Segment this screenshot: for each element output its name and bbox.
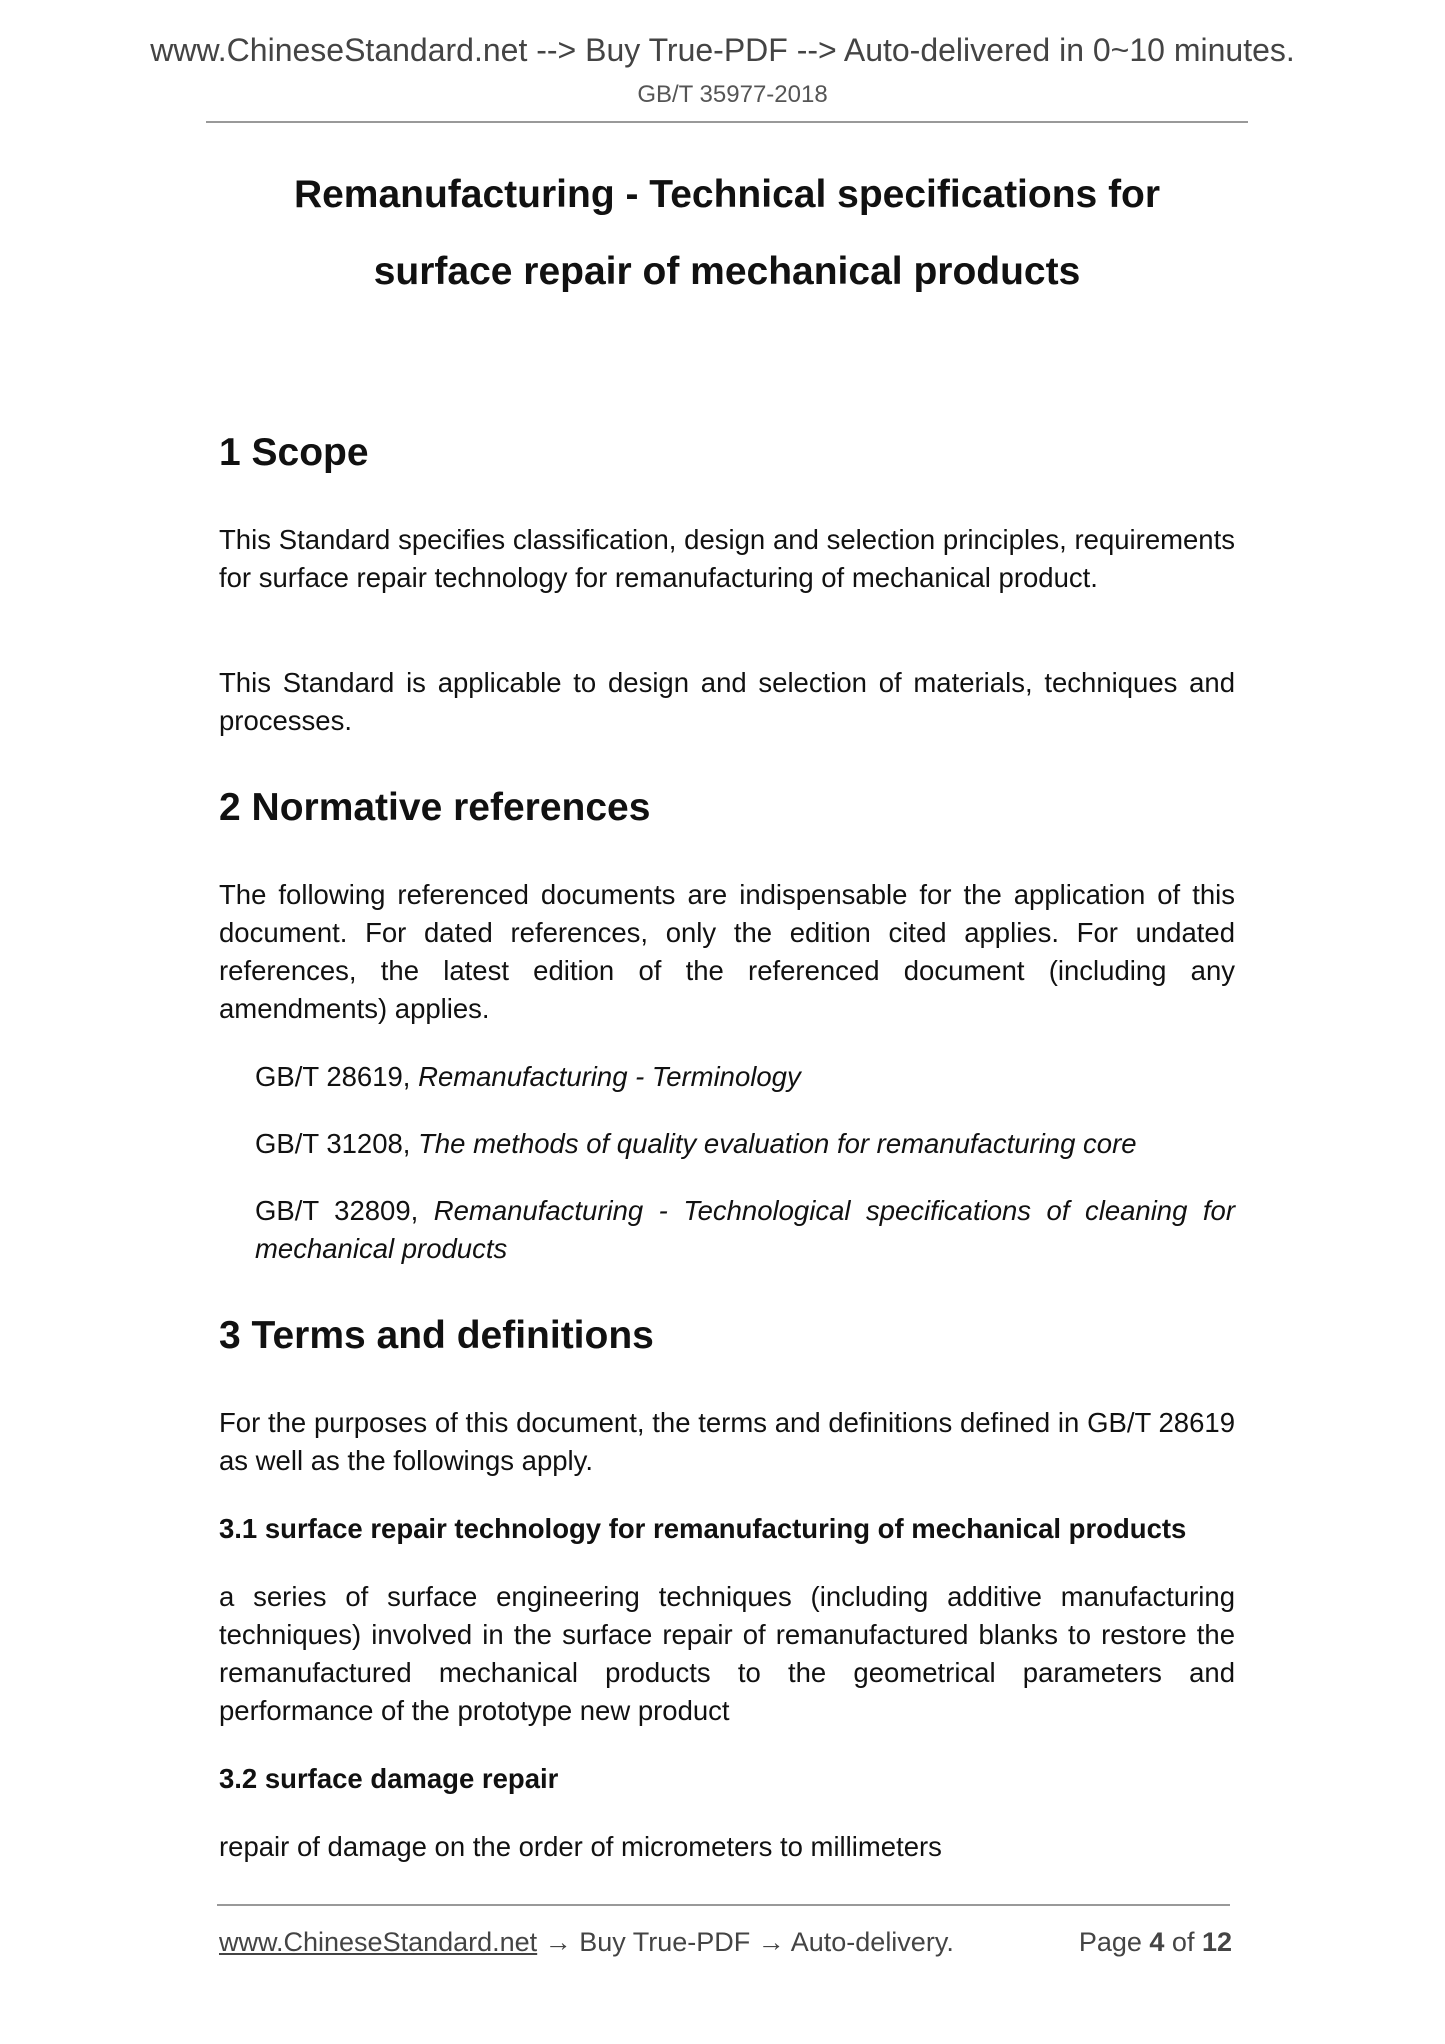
page-of: of [1164,1927,1202,1957]
section-heading-normative: 2 Normative references [219,786,651,829]
reference-code: GB/T 32809, [255,1195,434,1226]
reference-code: GB/T 31208, [255,1128,419,1159]
header-banner: www.ChineseStandard.net --> Buy True-PDF --> Auto-delivered in 0~10 minutes. [150,32,1295,68]
term-definition-3-2: repair of damage on the order of micrometers to millimeters [219,1831,942,1862]
reference-title: Remanufacturing - Technological specifications of cleaning for mechanical products [255,1195,1235,1264]
term-definition-3-1: a series of surface engineering techniques (including additive manufacturing techniques) involved in the surface repair of remanufactured blanks to restore the remanufactured mechanical products to the geometrical parameters and performance of the prototype new product [219,1581,1235,1726]
scope-paragraph-1: This Standard specifies classification, design and selection principles, requirements for surface repair technology for remanufacturing of mechanical product. [219,524,1235,593]
reference-item [255,1192,1235,1268]
footer-link[interactable]: www.ChineseStandard.net [219,1927,538,1957]
scope-paragraph-2: This Standard is applicable to design and selection of materials, techniques and processes. [219,667,1235,736]
footer-rule [217,1904,1230,1906]
term-heading-3-2: 3.2 surface damage repair [219,1763,559,1794]
footer-left [219,1924,954,1960]
section-heading-terms: 3 Terms and definitions [219,1314,654,1357]
term-heading-3-1: 3.1 surface repair technology for remanufacturing of mechanical products [219,1513,1187,1544]
footer [219,1924,1232,1960]
footer-text: → Buy True-PDF → Auto-delivery. [537,1927,954,1957]
page-number: 4 [1149,1927,1165,1957]
normative-paragraph: The following referenced documents are indispensable for the application of this document. For dated references, only the edition cited applies. For undated references, the latest edition of the referenced document (including any amendments) applies. [219,879,1235,1024]
reference-title: Remanufacturing - Terminology [418,1061,801,1092]
reference-title: The methods of quality evaluation for remanufacturing core [418,1128,1137,1159]
reference-item [255,1125,1235,1163]
reference-item [255,1058,1235,1096]
title-line-2: surface repair of mechanical products [373,250,1081,293]
document-title [219,156,1235,310]
page-total: 12 [1201,1927,1232,1957]
reference-code: GB/T 28619, [255,1061,419,1092]
header-rule [206,121,1248,123]
terms-paragraph: For the purposes of this document, the terms and definitions defined in GB/T 28619 as well as the followings apply. [219,1407,1235,1476]
page-indicator [1079,1924,1232,1960]
page-label: Page [1078,1927,1150,1957]
title-line-1: Remanufacturing - Technical specifications for [293,173,1161,216]
section-heading-scope: 1 Scope [219,431,369,474]
standard-number: GB/T 35977-2018 [637,81,828,108]
